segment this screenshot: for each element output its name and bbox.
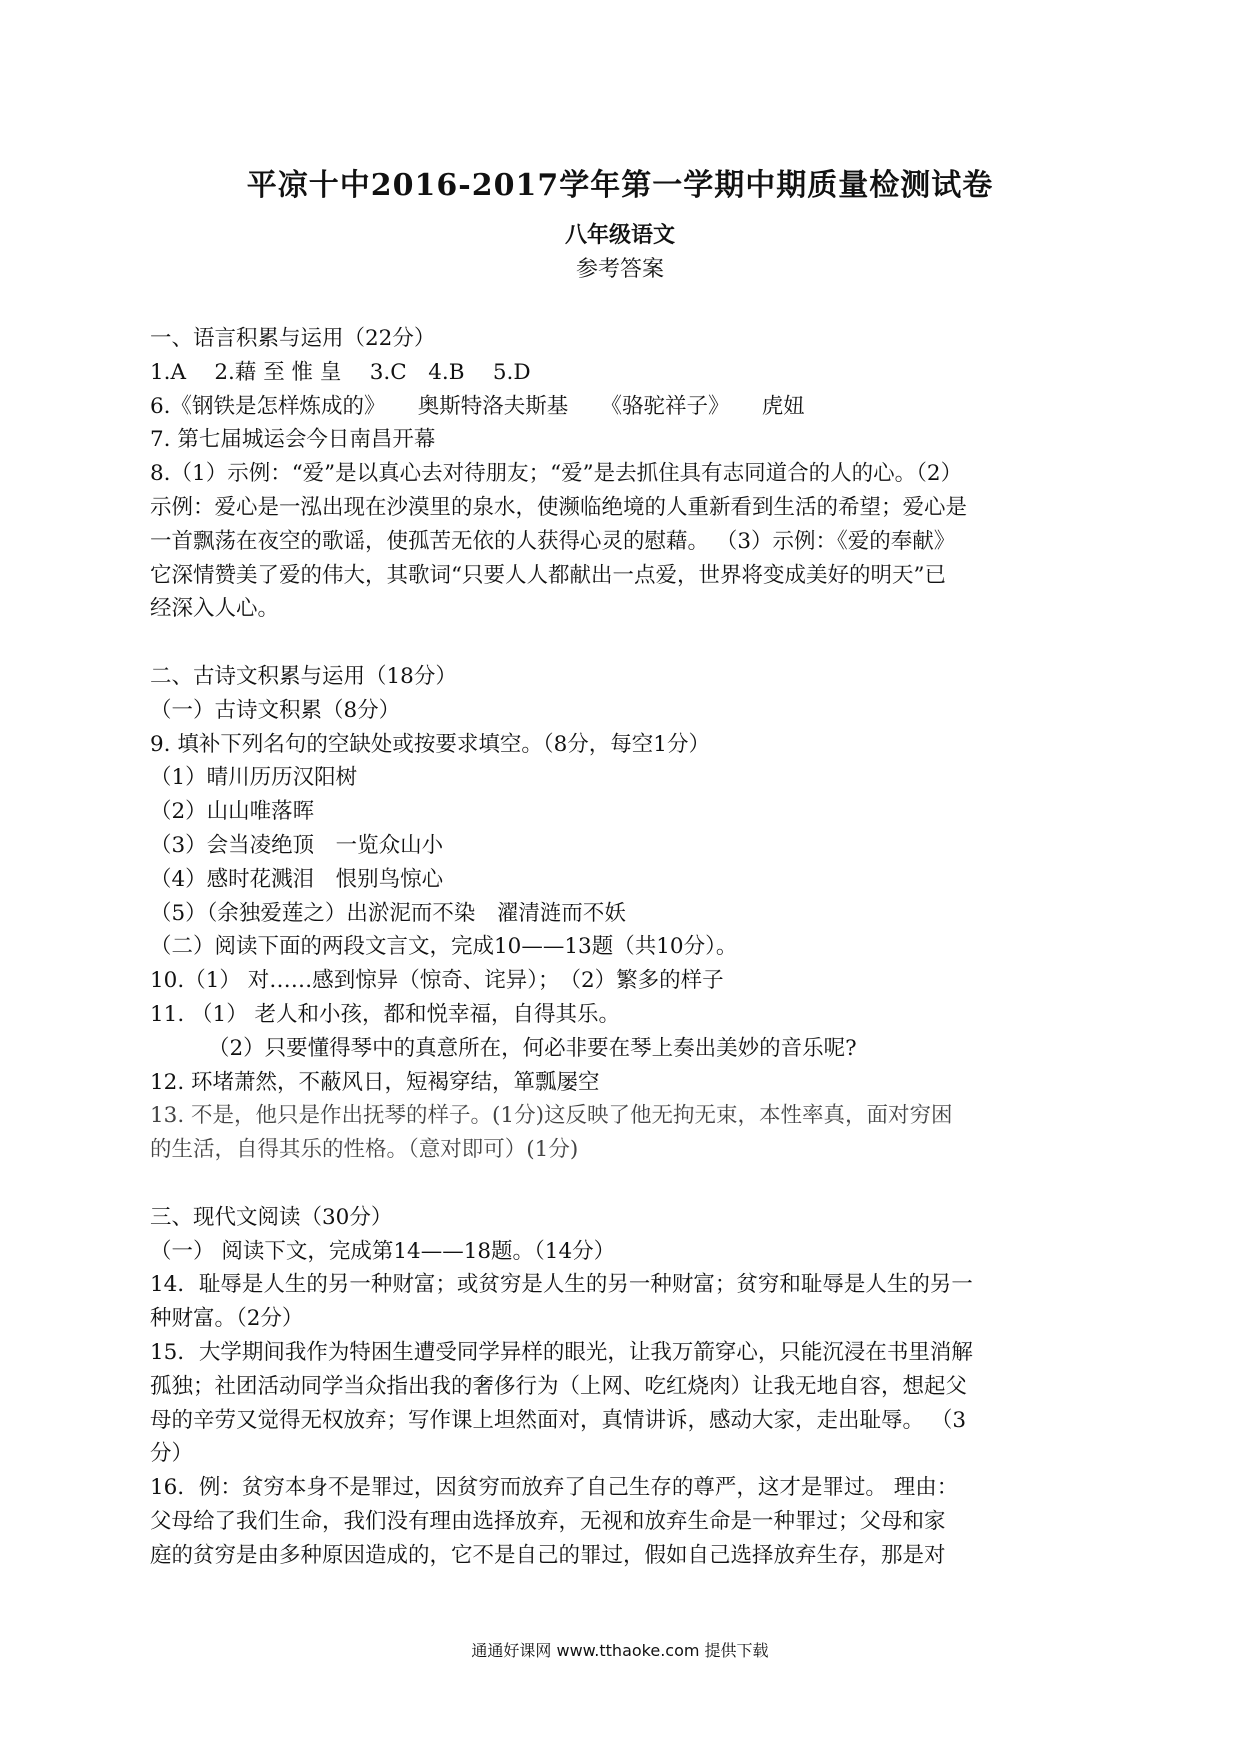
subsection-heading: （一）古诗文积累（8分） [150,697,401,723]
answer-line: 经深入人心。 [150,596,280,622]
answer-line: 11. （1） 老人和小孩，都和悦幸福，自得其乐。 [150,1001,621,1027]
document-title: 平凉十中2016-2017学年第一学期中期质量检测试卷 [246,168,994,203]
answer-line: （4）感时花溅泪 恨别鸟惊心 [150,866,444,892]
answer-line: 它深情赞美了爱的伟大，其歌词“只要人人都献出一点爱，世界将变成美好的明天”已 [150,562,946,588]
answer-line: 10.（1） 对……感到惊异（惊奇、诧异）； （2）繁多的样子 [150,968,724,994]
answer-line: 的生活，自得其乐的性格。（意对即可）(1分) [150,1137,579,1163]
answer-body [150,322,1100,1572]
blank-line [150,626,1100,660]
answer-line: 母的辛劳又觉得无权放弃；写作课上坦然面对，真情讲诉，感动大家，走出耻辱。 （3 [150,1407,967,1433]
answer-line: （3）会当凌绝顶 一览众山小 [150,832,444,858]
answer-line: 9. 填补下列名句的空缺处或按要求填空。（8分，每空1分） [150,731,710,757]
answer-line: 12. 环堵萧然，不蔽风日，短褐穿结，箪瓢屡空 [150,1069,600,1095]
answer-line: 种财富。（2分） [150,1306,304,1332]
answer-line: （2）只要懂得琴中的真意所在，何必非要在琴上奏出美妙的音乐呢? [208,1035,857,1061]
section-heading-1: 一、语言积累与运用（22分） [150,326,436,351]
answer-line: 一首飘荡在夜空的歌谣，使孤苦无依的人获得心灵的慰藉。 （3）示例：《爱的奉献》 [150,528,956,554]
section-heading-3: 三、现代文阅读（30分） [150,1204,393,1230]
blank-line [150,1167,1100,1201]
download-footer: 通通好课网 www.tthaoke.com 提供下载 [471,1641,769,1660]
answer-line: 13. 不是，他只是作出抚琴的样子。(1分)这反映了他无拘无束，本性率真，面对穷困 [150,1103,953,1129]
document-subtitle: 八年级语文 [564,222,675,248]
answer-line: 孤独；社团活动同学当众指出我的奢侈行为（上网、吃红烧肉）让我无地自容，想起父 [150,1373,968,1399]
answer-line: 分） [150,1441,194,1467]
answer-line: 1.A 2.藉 至 惟 皇 3.C 4.B 5.D [150,359,531,385]
subsection-heading: （二）阅读下面的两段文言文，完成10——13题（共10分）。 [150,934,738,960]
answer-line: （2）山山唯落晖 [150,799,315,825]
answer-line: 14．耻辱是人生的另一种财富；或贫穷是人生的另一种财富；贫穷和耻辱是人生的另一 [150,1272,973,1298]
answer-line: 7. 第七届城运会今日南昌开幕 [150,427,436,453]
answer-line: 8.（1）示例：“爱”是以真心去对待朋友；“爱”是去抓住具有志同道合的人的心。（2） [150,461,963,487]
answer-line: 父母给了我们生命，我们没有理由选择放弃，无视和放弃生命是一种罪过；父母和家 [150,1508,946,1534]
answer-line: 6.《钢铁是怎样炼成的》 奥斯特洛夫斯基 《骆驼祥子》 虎妞 [150,393,805,419]
answer-line: 16．例：贫穷本身不是罪过，因贫穷而放弃了自己生存的尊严，这才是罪过。 理由： [150,1475,959,1501]
answer-line: （5）（余独爱莲之）出淤泥而不染 濯清涟而不妖 [150,900,626,926]
subsection-heading: （一） 阅读下文，完成第14——18题。（14分） [150,1238,616,1264]
answer-line: 示例：爱心是一泓出现在沙漠里的泉水，使濒临绝境的人重新看到生活的希望；爱心是 [150,494,968,520]
answer-line: 庭的贫穷是由多种原因造成的，它不是自己的罪过，假如自己选择放弃生存，那是对 [150,1542,946,1568]
answer-key-heading: 参考答案 [575,257,664,282]
answer-line: （1）晴川历历汉阳树 [150,765,358,791]
section-heading-2: 二、古诗文积累与运用（18分） [150,663,457,689]
answer-line: 15．大学期间我作为特困生遭受同学异样的眼光，让我万箭穿心，只能沉浸在书里消解 [150,1339,973,1365]
